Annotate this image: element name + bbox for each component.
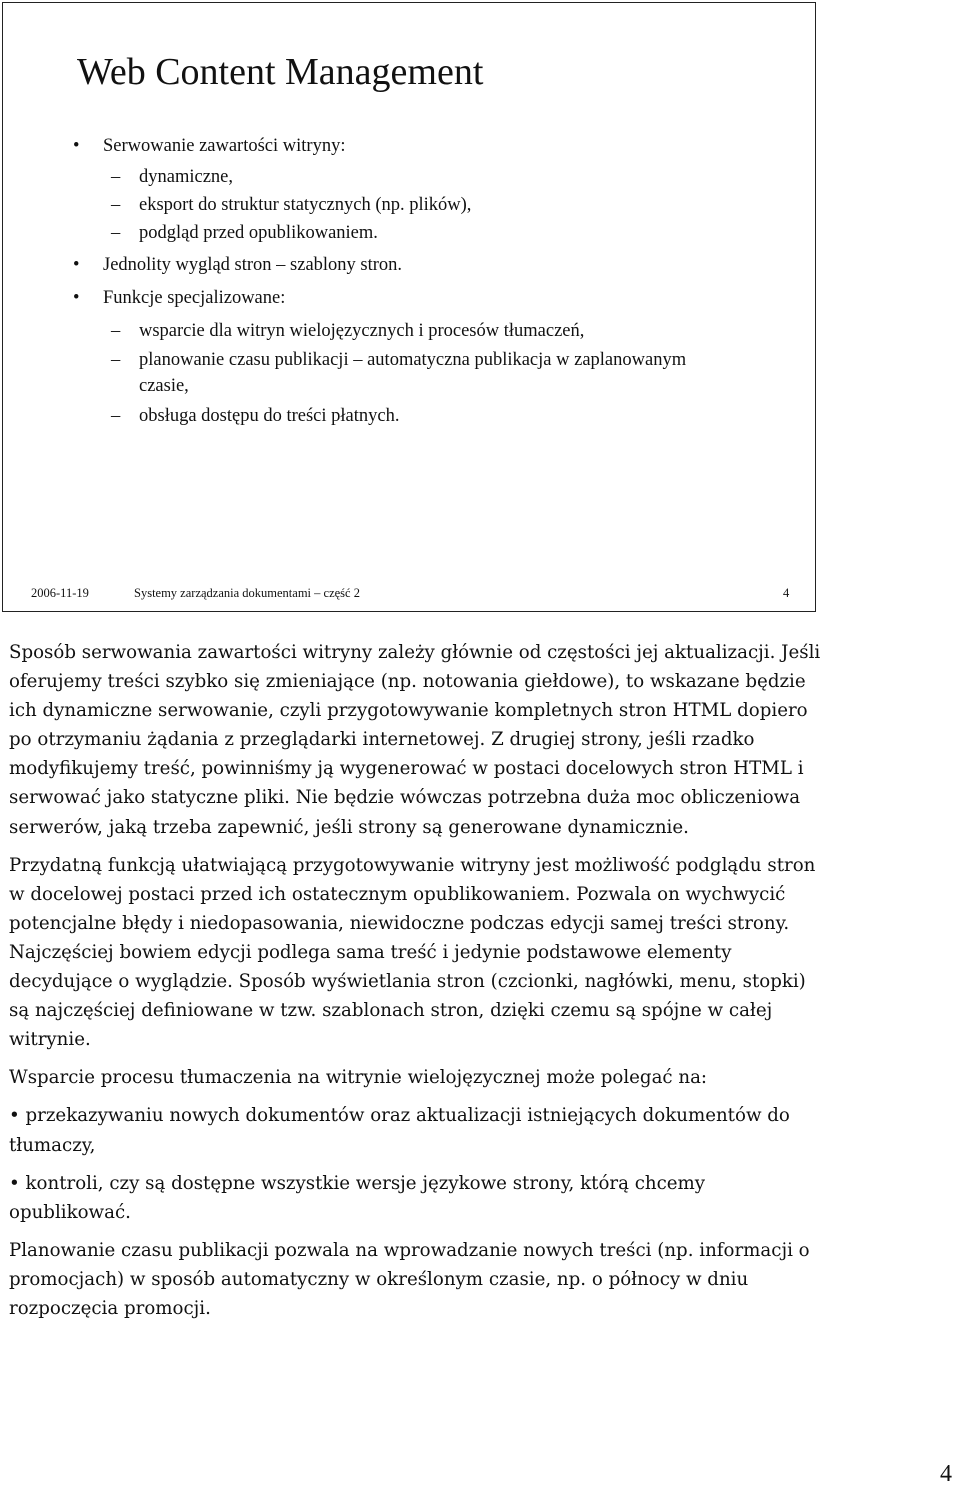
footer-slide-number: 4 — [783, 586, 790, 600]
subbullet-text: dynamiczne, — [139, 167, 233, 187]
notes-list-item: • kontroli, czy są dostępne wszystkie wersje językowe strony, którą chcemy opublikować. — [9, 1172, 706, 1223]
subbullet-text: podgląd przed opublikowaniem. — [139, 223, 378, 243]
subbullet-text: obsługa dostępu do treści płatnych. — [139, 406, 400, 426]
page-number: 4 — [940, 1461, 952, 1487]
dash-icon: – — [111, 167, 121, 187]
slide-bullet-item — [73, 285, 286, 311]
notes-paragraph: Wsparcie procesu tłumaczenia na witrynie wielojęzycznej może polegać na: — [9, 1067, 708, 1089]
dash-icon: – — [111, 321, 121, 341]
subbullet-continuation: czasie, — [139, 376, 189, 396]
slide-subbullet-item — [111, 220, 378, 246]
bullet-dot-icon: • — [73, 255, 80, 275]
dash-icon: – — [111, 195, 121, 215]
bullet-text: Funkcje specjalizowane: — [103, 288, 286, 308]
notes-paragraph: Przydatną funkcją ułatwiającą przygotowywanie witryny jest możliwość podglądu stron w docelowej postaci przed ich ostatecznym opublikowaniem. Pozwala on wychwycić potencjalne błędy i niedopasowania, niewidoczne podczas edycji samej treści strony. Najczęściej bowiem edycji podlega sama treść i jedynie podstawowe elementy decydujące o wyglądzie. Sposób wyświetlania stron (czcionki, nagłówki, menu, stopki) są najczęściej definiowane w tzw. szablonach stron, dzięki czemu są spójne w całej witrynie. — [9, 854, 816, 1051]
notes-list-item: • przekazywaniu nowych dokumentów oraz aktualizacji istniejących dokumentów do tłumaczy, — [9, 1105, 790, 1156]
slide-subbullet-item — [111, 164, 233, 190]
footer-title: Systemy zarządzania dokumentami – część 2 — [134, 586, 360, 600]
dash-icon: – — [111, 350, 121, 370]
slide-subbullet-item — [111, 192, 472, 218]
dash-icon: – — [111, 223, 121, 243]
bullet-dot-icon: • — [73, 136, 80, 156]
slide-title: Web Content Management — [77, 51, 484, 93]
bullet-text: Jednolity wygląd stron – szablony stron. — [103, 255, 403, 275]
slide-thumbnail — [2, 2, 816, 612]
bullet-text: Serwowanie zawartości witryny: — [103, 136, 346, 156]
slide-subbullet-item — [111, 347, 687, 399]
subbullet-text: eksport do struktur statycznych (np. plików), — [139, 195, 472, 215]
slide-subbullet-item — [111, 318, 585, 344]
notes-paragraph: Sposób serwowania zawartości witryny zależy głównie od częstości jej aktualizacji. Jeśli oferujemy treści szybko się zmieniające (np. notowania giełdowe), to wskazane będzie ich dynamiczne serwowanie, czyli przygotowywanie kompletnych stron HTML dopiero po otrzymaniu żądania z przeglądarki internetowej. Z drugiej strony, jeśli rzadko modyfikujemy treść, powinniśmy ją wygenerować w postaci docelowych stron HTML i serwować jako statyczne pliki. Nie będzie wówczas potrzebna duża moc obliczeniowa serwerów, jaką trzeba zapewnić, jeśli strony są generowane dynamicznie. — [9, 642, 821, 838]
slide-bullet-item — [73, 252, 403, 278]
lecture-notes — [9, 638, 829, 1332]
bullet-dot-icon: • — [73, 288, 80, 308]
slide-subbullet-item — [111, 403, 400, 429]
subbullet-text: wsparcie dla witryn wielojęzycznych i procesów tłumaczeń, — [139, 321, 585, 341]
notes-paragraph: Planowanie czasu publikacji pozwala na wprowadzanie nowych treści (np. informacji o promocjach) w sposób automatyczny w określonym czasie, np. o północy w dniu rozpoczęcia promocji. — [9, 1239, 810, 1319]
dash-icon: – — [111, 406, 121, 426]
footer-date: 2006-11-19 — [31, 586, 89, 600]
subbullet-text: planowanie czasu publikacji – automatyczna publikacja w zaplanowanym — [139, 350, 687, 370]
slide-bullet-item — [73, 133, 346, 159]
